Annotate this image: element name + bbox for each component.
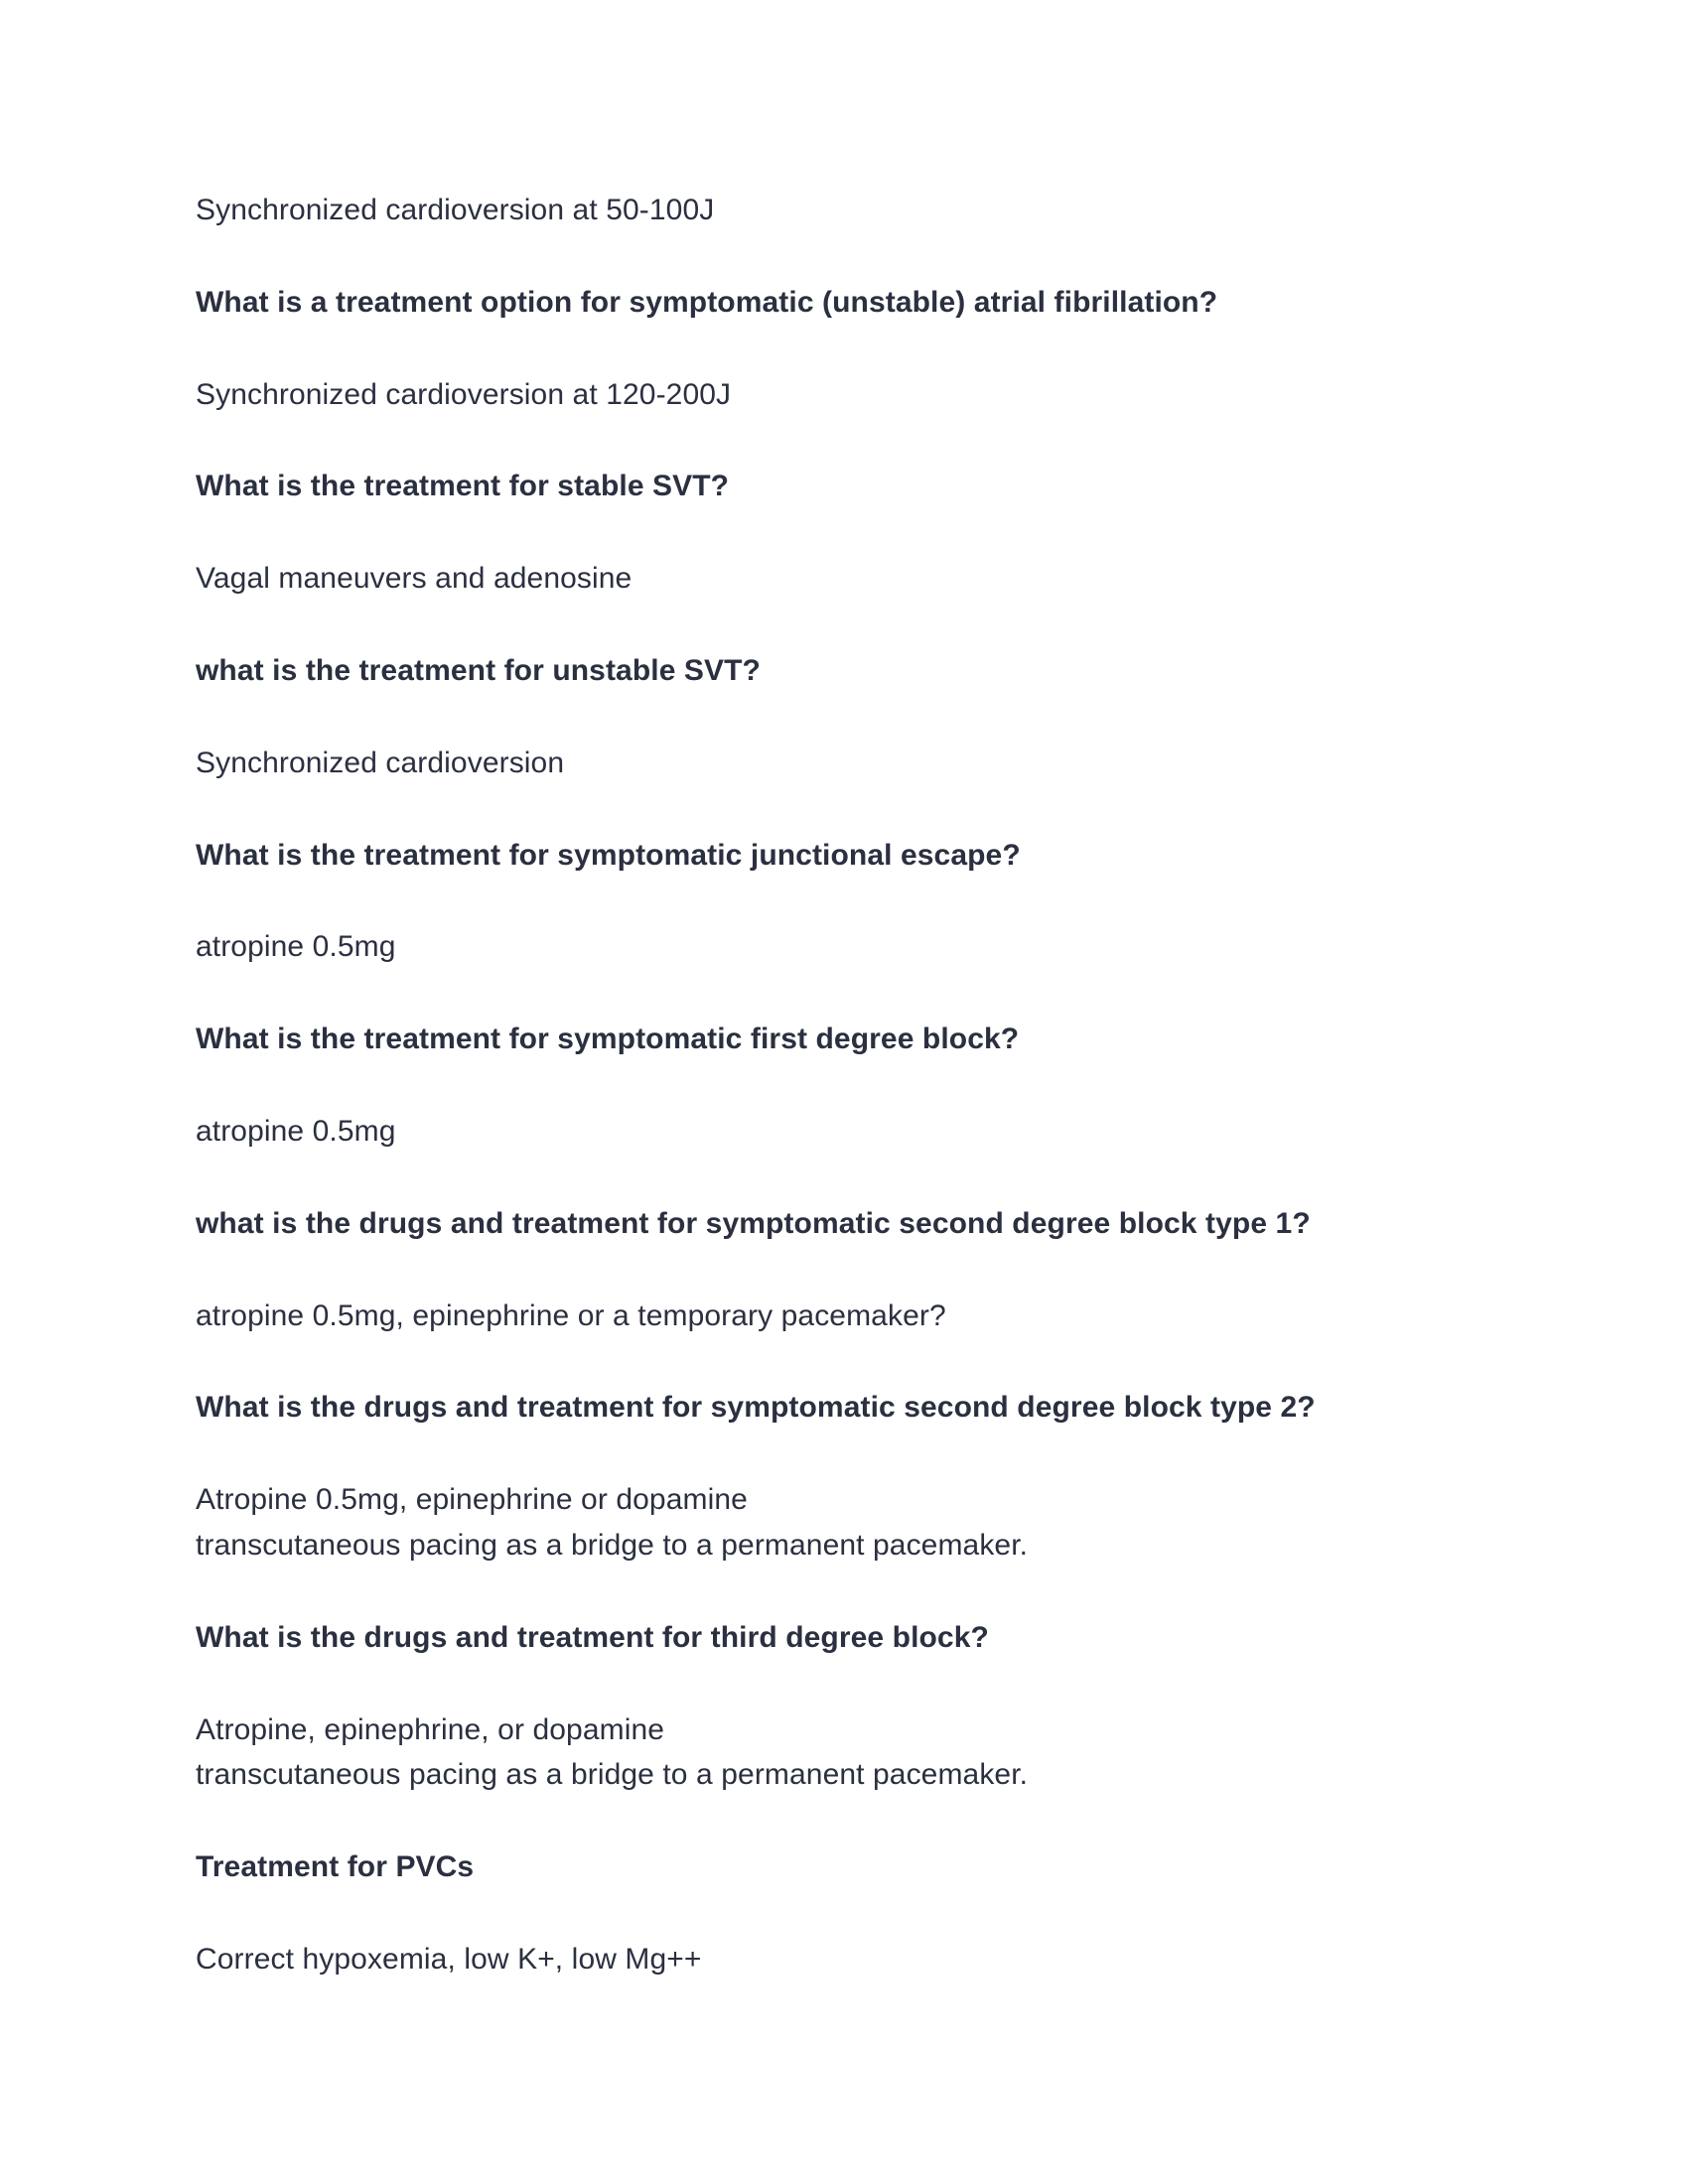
question-text	[196, 471, 1432, 502]
text-line: What is the drugs and treatment for symptomatic second degree block type 2?	[196, 1391, 1316, 1425]
question-text	[196, 1622, 1432, 1654]
text-line: transcutaneous pacing as a bridge to a permanent pacemaker.	[196, 1758, 1029, 1792]
text-line: What is the treatment for stable SVT?	[196, 470, 730, 503]
text-line: Synchronized cardioversion at 50-100J	[196, 194, 715, 226]
text-line: atropine 0.5mg	[196, 1114, 396, 1148]
text-line: Vagal maneuvers and adenosine	[196, 562, 633, 596]
question-text	[196, 1024, 1432, 1055]
question-text	[196, 1392, 1432, 1424]
question-text	[196, 655, 1432, 687]
text-line: What is the drugs and treatment for third degree block?	[196, 1620, 989, 1654]
answer-text	[196, 1944, 1432, 1976]
text-line: atropine 0.5mg	[196, 930, 396, 964]
document-body	[196, 195, 1432, 1976]
question-text	[196, 1851, 1432, 1883]
text-line: atropine 0.5mg, epinephrine or a temporary pacemaker?	[196, 1298, 946, 1332]
text-line: Atropine 0.5mg, epinephrine or dopamine	[196, 1483, 748, 1517]
answer-text	[196, 1116, 1432, 1148]
text-line: Atropine, epinephrine, or dopamine	[196, 1712, 665, 1746]
text-line: what is the drugs and treatment for symptomatic second degree block type 1?	[196, 1206, 1311, 1240]
answer-text	[196, 379, 1432, 411]
answer-text	[196, 1714, 1432, 1792]
text-line: What is the treatment for symptomatic junctional escape?	[196, 838, 1021, 872]
answer-text	[196, 931, 1432, 963]
text-line: Treatment for PVCs	[196, 1850, 475, 1884]
question-text	[196, 287, 1432, 319]
answer-text	[196, 195, 1432, 226]
text-line: Synchronized cardioversion	[196, 746, 565, 779]
answer-text	[196, 748, 1432, 779]
text-line: What is the treatment for symptomatic first degree block?	[196, 1023, 1020, 1056]
answer-text	[196, 563, 1432, 595]
text-line: what is the treatment for unstable SVT?	[196, 653, 761, 687]
text-line: What is a treatment option for symptomatic (unstable) atrial fibrillation?	[196, 285, 1218, 319]
text-line: Correct hypoxemia, low K+, low Mg++	[196, 1942, 702, 1976]
text-line: Synchronized cardioversion at 120-200J	[196, 377, 732, 411]
text-line: transcutaneous pacing as a bridge to a permanent pacemaker.	[196, 1528, 1029, 1562]
question-text	[196, 840, 1432, 872]
answer-text	[196, 1300, 1432, 1332]
question-text	[196, 1208, 1432, 1240]
answer-text	[196, 1484, 1432, 1562]
